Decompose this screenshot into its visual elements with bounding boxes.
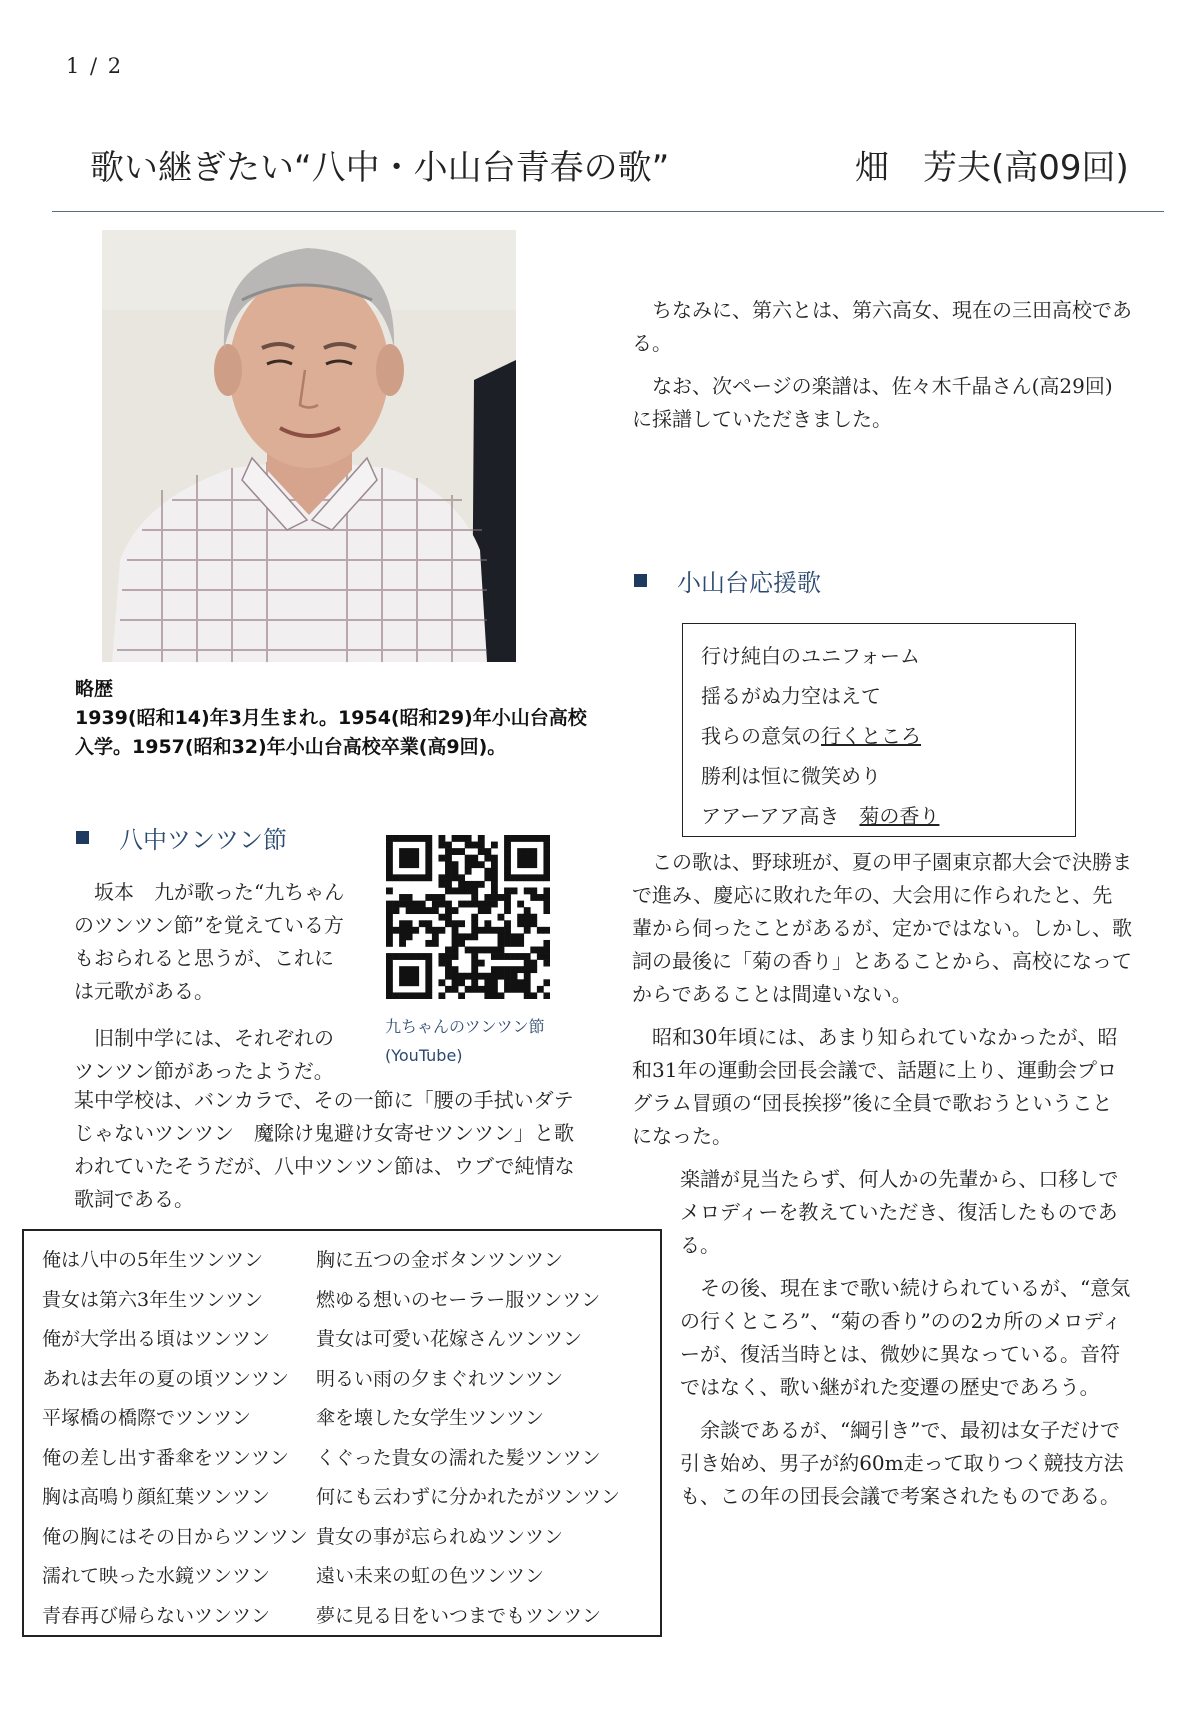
cheer-paragraph: 昭和30年頃には、あまり知られていなかったが、昭和31年の運動会団長会議で、話題に上り、運動会プログラム冒頭の“団長挨拶”後に全員で歌おうということになった。 [632,1025,1118,1148]
cheer-paragraph: この歌は、野球班が、夏の甲子園東京都大会で決勝まで進み、慶応に敗れた年の、大会用に作られたと、先輩から伺ったことがあるが、定かではない。しかし、歌詞の最後に「菊の香り」とあることから、高校になってからであることは間違いない。 [632,850,1132,1006]
bio-text: 1939(昭和14)年3月生まれ。1954(昭和29)年小山台高校入学。1957(昭和32)年小山台高校卒業(高9回)。 [75,707,587,758]
section-bullet-icon [76,831,89,844]
right-paragraph: なお、次ページの楽譜は、佐々木千晶さん(高29回)に採譜していただきました。 [632,374,1113,431]
qr-caption-source: (YouTube) [385,1046,463,1065]
page-number: 1 / 2 [66,54,124,78]
cheer-lyrics-box [682,623,1076,837]
article-title: 歌い継ぎたい“八中・小山台青春の歌” [90,148,670,188]
cheer-line: 行け純白のユニフォーム [701,644,920,668]
header-divider [52,211,1164,212]
cheer-underlined: 菊の香り [859,804,940,828]
qr-caption-title: 九ちゃんのツンツン節 [385,1017,545,1036]
lyric-line-left: 俺の胸にはその日からツンツン [42,1525,308,1548]
lyric-line-right: 遠い未来の虹の色ツンツン [316,1565,545,1587]
youtube-qr-code[interactable] [386,835,550,999]
intro-paragraph: 旧制中学には、それぞれのツンツン節があったようだ。 [74,1026,334,1083]
right-paragraph: ちなみに、第六とは、第六高女、現在の三田高校である。 [632,298,1132,355]
lyric-line-right: くぐった貴女の濡れた髪ツンツン [316,1446,601,1469]
cheer-line: 揺るがぬ力空はえて [701,684,881,708]
cheer-underlined: 行くところ [821,724,921,748]
intro-paragraph: 坂本 九が歌った“九ちゃんのツンツン節”を覚えている方もおられると思うが、これには元歌がある。 [74,880,345,1003]
author-portrait-photo [102,230,516,662]
bio-heading: 略歴 [75,678,114,700]
lyric-line-left: 俺は八中の5年生ツンツン [42,1249,264,1271]
lyric-line-right: 胸に五つの金ボタンツンツン [316,1249,564,1271]
cheer-line [701,796,1075,836]
lyric-line-right: 燃ゆる想いのセーラー服ツンツン [316,1288,601,1311]
tsuntsun-body [74,1084,584,1226]
lyric-line-left: 俺の差し出す番傘をツンツン [42,1446,290,1469]
section-heading-text: 小山台応援歌 [677,569,821,597]
tsuntsun-lyrics-box [22,1229,662,1637]
qr-caption [385,1012,545,1070]
lyric-line-right: 傘を壊した女学生ツンツン [316,1407,545,1429]
lyric-line-left: 貴女は第六3年生ツンツン [42,1288,264,1311]
lyric-line-left: 俺が大学出る頃はツンツン [42,1328,271,1350]
cheer-text: 我らの意気の [701,724,821,748]
lyric-line-right: 夢に見る日をいつまでもツンツン [316,1604,602,1627]
cheer-paragraph: 楽譜が見当たらず、何人かの先輩から、口移しでメロディーを教えていただき、復活したものである。 [680,1167,1119,1257]
lyric-line-right: 貴女の事が忘られぬツンツン [316,1525,564,1548]
article-author: 畑 芳夫(高09回) [855,148,1129,188]
cheer-body [632,846,1132,1523]
cheer-line: 勝利は恒に微笑めり [701,764,881,788]
lyric-line-left: 青春再び帰らないツンツン [42,1604,271,1627]
lyric-line-left: あれは去年の夏の頃ツンツン [42,1367,290,1390]
lyric-line-right: 何にも云わずに分かれたがツンツン [316,1486,621,1508]
right-intro [632,294,1132,446]
body-paragraph: 某中学校は、バンカラで、その一節に「腰の手拭いダテじゃないツンツン 魔除け鬼避け女寄せツンツン」と歌われていたそうだが、八中ツンツン節は、ウブで純情な歌詞である。 [74,1088,575,1211]
tsuntsun-intro [74,876,350,1098]
lyric-line-left: 濡れて映った水鏡ツンツン [42,1565,271,1587]
section-heading-tsuntsun [76,820,287,855]
cheer-paragraph: その後、現在まで歌い続けられているが、“意気の行くところ”、“菊の香り”のの2カ所のメロディーが、復活当時とは、微妙に異なっている。音符ではなく、歌い継がれた変遷の歴史であろう。 [680,1276,1131,1399]
author-bio [75,675,595,762]
lyric-line-right: 明るい雨の夕まぐれツンツン [316,1367,564,1390]
section-heading-cheer-song [634,563,821,598]
section-heading-text: 八中ツンツン節 [119,826,287,854]
cheer-text: アアーアア高き [701,804,860,828]
cheer-line [701,716,1075,756]
cheer-paragraph: 余談であるが、“綱引き”で、最初は女子だけで引き始め、男子が約60m走って取りつく競技方法も、この年の団長会議で考案されたものである。 [680,1418,1124,1508]
lyric-line-left: 平塚橋の橋際でツンツン [42,1407,252,1429]
section-bullet-icon [634,574,647,587]
lyric-line-right: 貴女は可愛い花嫁さんツンツン [316,1328,583,1350]
lyric-line-left: 胸は高鳴り顔紅葉ツンツン [42,1486,271,1508]
